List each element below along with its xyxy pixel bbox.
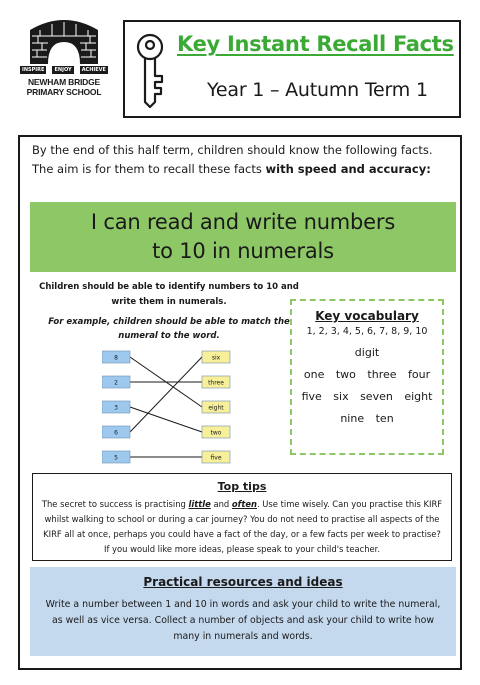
numeral-box [102,426,130,438]
school-name: NEWHAM BRIDGE PRIMARY SCHOOL [26,77,102,97]
instruction-match: For example, children should be able to match the numeral to the word. [48,317,290,341]
practical-title: Practical resources and ideas [143,575,343,589]
tips-title: Top tips [217,480,267,493]
vocab-word: five [301,390,322,403]
vocab-word: nine [340,412,365,425]
title-box [123,20,461,118]
logo-tag-enjoy: ENJOY [54,67,72,73]
numeral-box-label: 3 [114,404,118,412]
vocab-word: seven [360,390,393,403]
key-vocabulary-box [290,299,444,455]
word-box-label: three [208,379,224,387]
vocab-word: three [367,368,397,381]
word-box [202,426,230,438]
numeral-boxes [102,351,130,463]
numeral-box [102,401,130,413]
vocab-word: four [408,368,431,381]
content-frame [18,135,462,670]
objective-line-1: I can read and write numbers [90,210,396,234]
match-line [130,407,202,432]
word-boxes [202,351,230,463]
logo-tag-inspire: INSPIRE [22,67,45,73]
matching-diagram [102,347,232,467]
word-box [202,451,230,463]
bridge-icon [28,16,100,66]
numeral-box-label: 5 [114,454,118,462]
numeral-box [102,351,130,363]
instruction-identify: Children should be able to identify numbers to 10 and write them in numerals. [39,282,299,307]
vocab-word: digit [354,346,380,359]
numeral-box-label: 8 [114,354,118,362]
vocab-word: eight [404,390,433,403]
tips-body: The secret to success is practising little and often. Use time wisely. Can you practise this KIRF whilst walking to school or during a car journey? You do not need to practise all aspects of the KIRF all at once, perhaps you could have a fact of the day, or a few facts per week to practise? If you would like more ideas, please speak to your child's teacher. [41,499,443,554]
vocab-numbers: 1, 2, 3, 4, 5, 6, 7, 8, 9, 10 [306,326,428,337]
school-logo [16,16,112,108]
vocab-title: Key vocabulary [315,309,419,323]
logo-tag-achieve: ACHIEVE [81,67,106,73]
word-box-label: two [210,429,222,437]
vocab-word: one [303,368,325,381]
word-box [202,401,230,413]
word-box [202,376,230,388]
practical-body: Write a number between 1 and 10 in words and ask your child to write the numeral, as well as vice versa. Collect a number of objects and ask your child to write how many in numerals and words. [45,599,441,642]
match-lines [130,357,202,457]
practical-ideas-box [30,567,456,656]
vocab-word: two [335,368,356,381]
vocab-row-3 [292,390,442,403]
objective-banner [30,202,456,272]
word-box-label: five [210,454,222,462]
match-line [130,357,202,432]
numeral-box-label: 6 [114,429,118,437]
numeral-box [102,376,130,388]
numeral-box [102,451,130,463]
top-tips-box [32,473,452,561]
vocab-row-4 [292,412,442,425]
word-box [202,351,230,363]
numeral-box-label: 2 [114,379,118,387]
vocab-word: six [333,390,349,403]
vocab-row-2 [292,368,442,381]
word-box-label: six [211,354,221,362]
vocab-word: ten [375,412,394,425]
page-subtitle: Year 1 – Autumn Term 1 [207,79,428,101]
objective-line-2: to 10 in numerals [152,239,334,263]
key-icon [131,32,173,110]
vocab-row-1 [292,346,442,359]
page-title: Key Instant Recall Facts [177,32,454,56]
word-box-label: eight [208,404,224,412]
intro-text: By the end of this half term, children should know the following facts. The aim is for them to recall these facts with speed and accuracy: [32,143,433,176]
